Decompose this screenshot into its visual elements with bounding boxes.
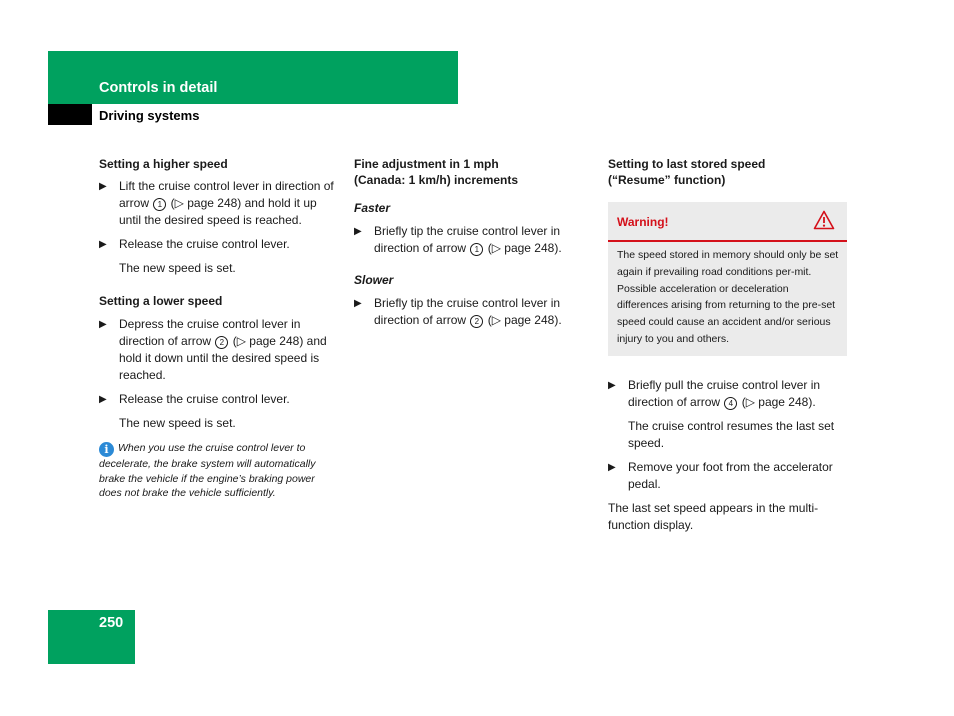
result-text: The new speed is set. bbox=[119, 416, 236, 430]
column-middle bbox=[354, 156, 582, 329]
step-depress-lever: ▶ Depress the cruise control lever in direction of arrow 2 (▷ page 248) and hold it down until the desired speed is reached. bbox=[99, 317, 327, 382]
section-tab-marker bbox=[48, 104, 92, 125]
step-tip-faster: ▶ Briefly tip the cruise control lever in direction of arrow 1 (▷ page 248). bbox=[354, 224, 562, 255]
bullet-icon: ▶ bbox=[99, 319, 107, 330]
bullet-icon: ▶ bbox=[354, 298, 362, 309]
chapter-title: Controls in detail bbox=[99, 80, 218, 96]
arrow-number-badge: 1 bbox=[153, 198, 166, 211]
warning-label: Warning! bbox=[617, 215, 669, 229]
arrow-number-badge: 2 bbox=[470, 315, 483, 328]
result-text: The cruise control resumes the last set speed. bbox=[628, 418, 835, 450]
bullet-icon: ▶ bbox=[608, 461, 616, 473]
bullet-icon: ▶ bbox=[99, 239, 107, 250]
bullet-icon: ▶ bbox=[99, 181, 107, 192]
info-note: i When you use the cruise control lever to decelerate, the brake system will automatically brake the vehicle if the engine’s braking power does not brake the vehicle sufficiently. bbox=[99, 442, 316, 499]
warning-text: The speed stored in memory should only be set again if prevailing road conditions per-mit. Possible acceleration or deceleration differences arising from returning to the pre-set speed could cause an accident and/or serious injury to you and others. bbox=[617, 249, 839, 345]
step-tip-slower: ▶ Briefly tip the cruise control lever in direction of arrow 2 (▷ page 248). bbox=[354, 296, 562, 327]
header-bar bbox=[48, 51, 458, 104]
step-lift-lever: ▶ Lift the cruise control lever in direction of arrow 1 (▷ page 248) and hold it up until the desired speed is reached. bbox=[99, 179, 334, 227]
step-release-lever: ▶ Release the cruise control lever. bbox=[99, 237, 290, 251]
warning-triangle-icon bbox=[813, 210, 835, 230]
subheading-faster: Faster bbox=[354, 201, 391, 215]
section-title: Driving systems bbox=[99, 108, 200, 123]
heading-fine-adjustment: Fine adjustment in 1 mph (Canada: 1 km/h) increments bbox=[354, 157, 519, 187]
heading-resume: Setting to last stored speed (“Resume” function) bbox=[608, 157, 766, 187]
bullet-icon: ▶ bbox=[99, 394, 107, 405]
final-text: The last set speed appears in the multi-function display. bbox=[608, 500, 819, 532]
heading-lower-speed: Setting a lower speed bbox=[99, 294, 223, 308]
subheading-slower: Slower bbox=[354, 273, 394, 287]
arrow-number-badge: 4 bbox=[724, 397, 737, 410]
warning-header bbox=[608, 202, 847, 242]
arrow-number-badge: 1 bbox=[470, 243, 483, 256]
bullet-icon: ▶ bbox=[608, 379, 616, 391]
step-release-lever: ▶ Release the cruise control lever. bbox=[99, 392, 290, 406]
page-number: 250 bbox=[99, 615, 124, 631]
step-remove-foot: ▶ Remove your foot from the accelerator pedal. bbox=[608, 459, 833, 491]
arrow-number-badge: 2 bbox=[215, 336, 228, 349]
column-right bbox=[608, 156, 848, 534]
result-text: The new speed is set. bbox=[119, 261, 236, 275]
step-pull-lever: ▶ Briefly pull the cruise control lever in direction of arrow 4 (▷ page 248). bbox=[608, 377, 821, 409]
info-icon: i bbox=[99, 442, 114, 457]
heading-higher-speed: Setting a higher speed bbox=[99, 157, 228, 171]
warning-box bbox=[608, 202, 847, 356]
column-left bbox=[99, 156, 339, 501]
bullet-icon: ▶ bbox=[354, 226, 362, 237]
